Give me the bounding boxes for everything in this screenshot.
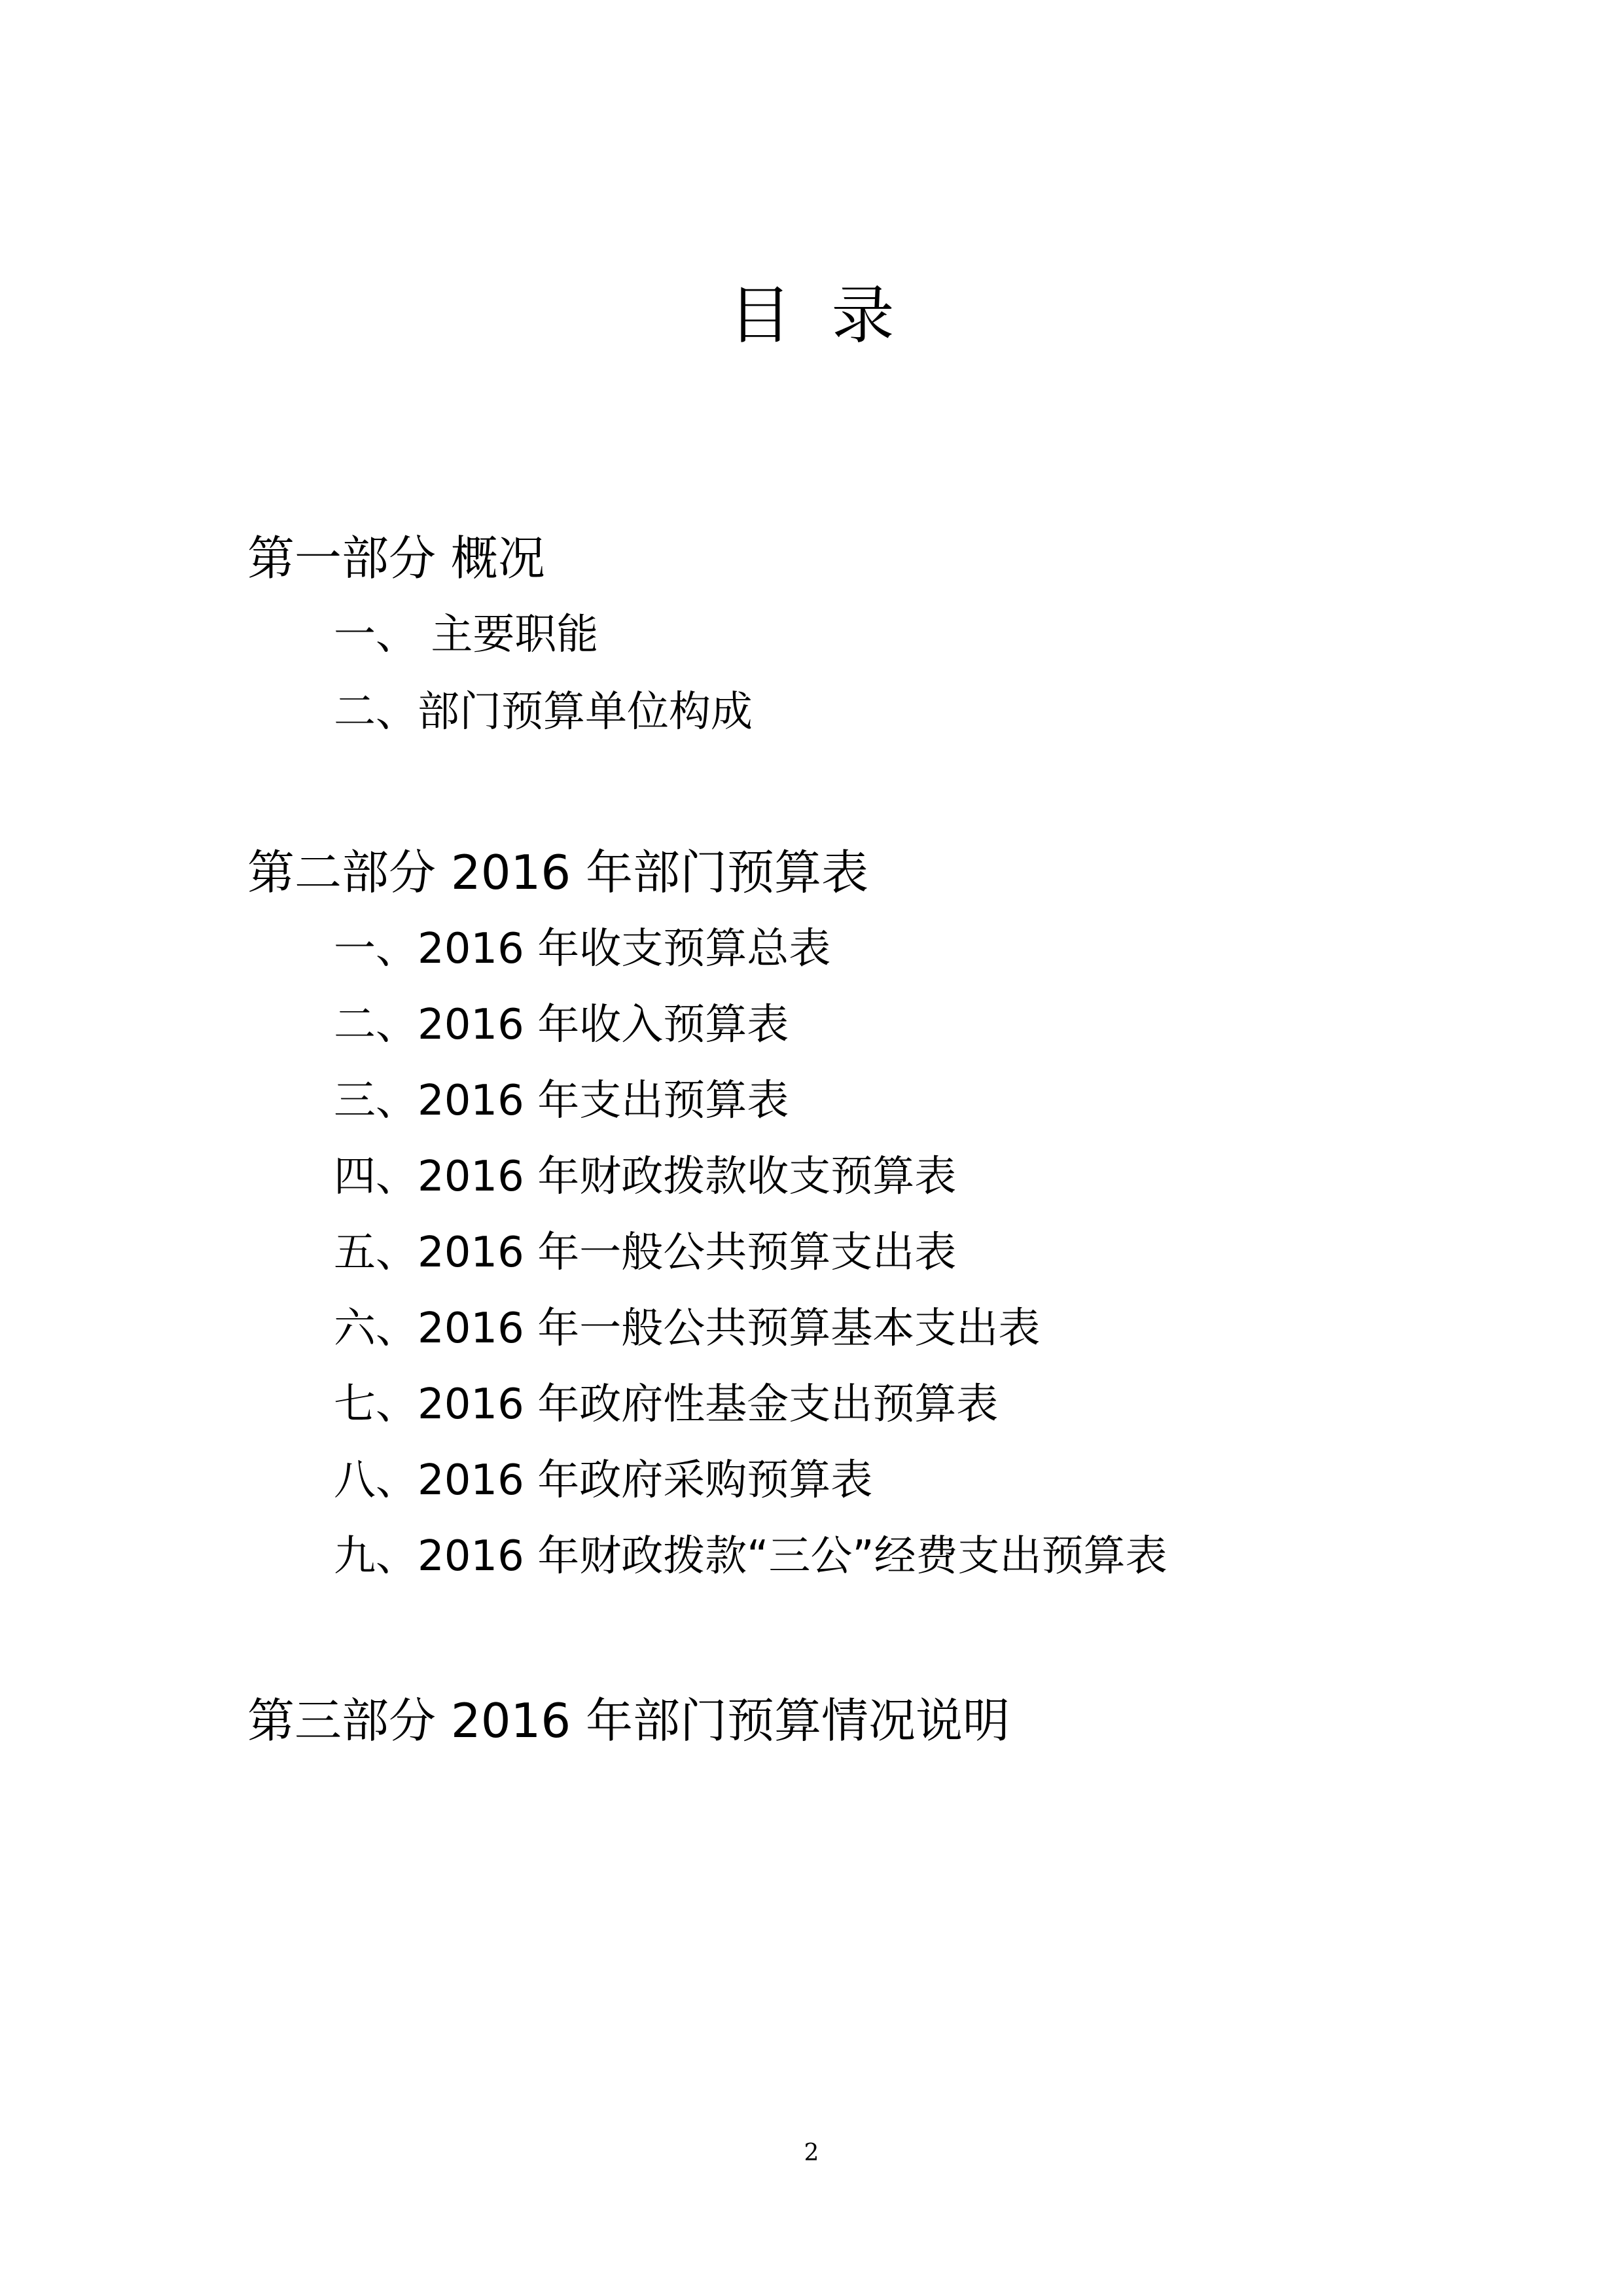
toc-item: 三、2016 年支出预算表: [334, 1077, 789, 1125]
toc-item: 七、2016 年政府性基金支出预算表: [334, 1380, 999, 1429]
part-heading: 第二部分 2016 年部门预算表: [247, 845, 869, 900]
part-heading: 第三部分 2016 年部门预算情况说明: [247, 1693, 1010, 1748]
toc-item: 四、2016 年财政拨款收支预算表: [334, 1153, 957, 1201]
toc-item: 二、2016 年收入预算表: [334, 1001, 789, 1049]
page-title: 目 录: [728, 279, 895, 352]
toc-item: 八、2016 年政府采购预算表: [334, 1456, 873, 1505]
toc-item: 一、2016 年收支预算总表: [334, 925, 831, 973]
toc-item: 六、2016 年一般公共预算基本支出表: [334, 1304, 1041, 1353]
part-heading: 第一部分 概况: [247, 531, 545, 586]
toc-item: 五、2016 年一般公共预算支出表: [334, 1229, 957, 1277]
toc-item: 一、 主要职能: [334, 611, 599, 659]
page-number: 2: [804, 2140, 819, 2166]
toc-item: 二、部门预算单位构成: [334, 688, 753, 736]
toc-item: 九、2016 年财政拨款“三公”经费支出预算表: [334, 1532, 1168, 1581]
